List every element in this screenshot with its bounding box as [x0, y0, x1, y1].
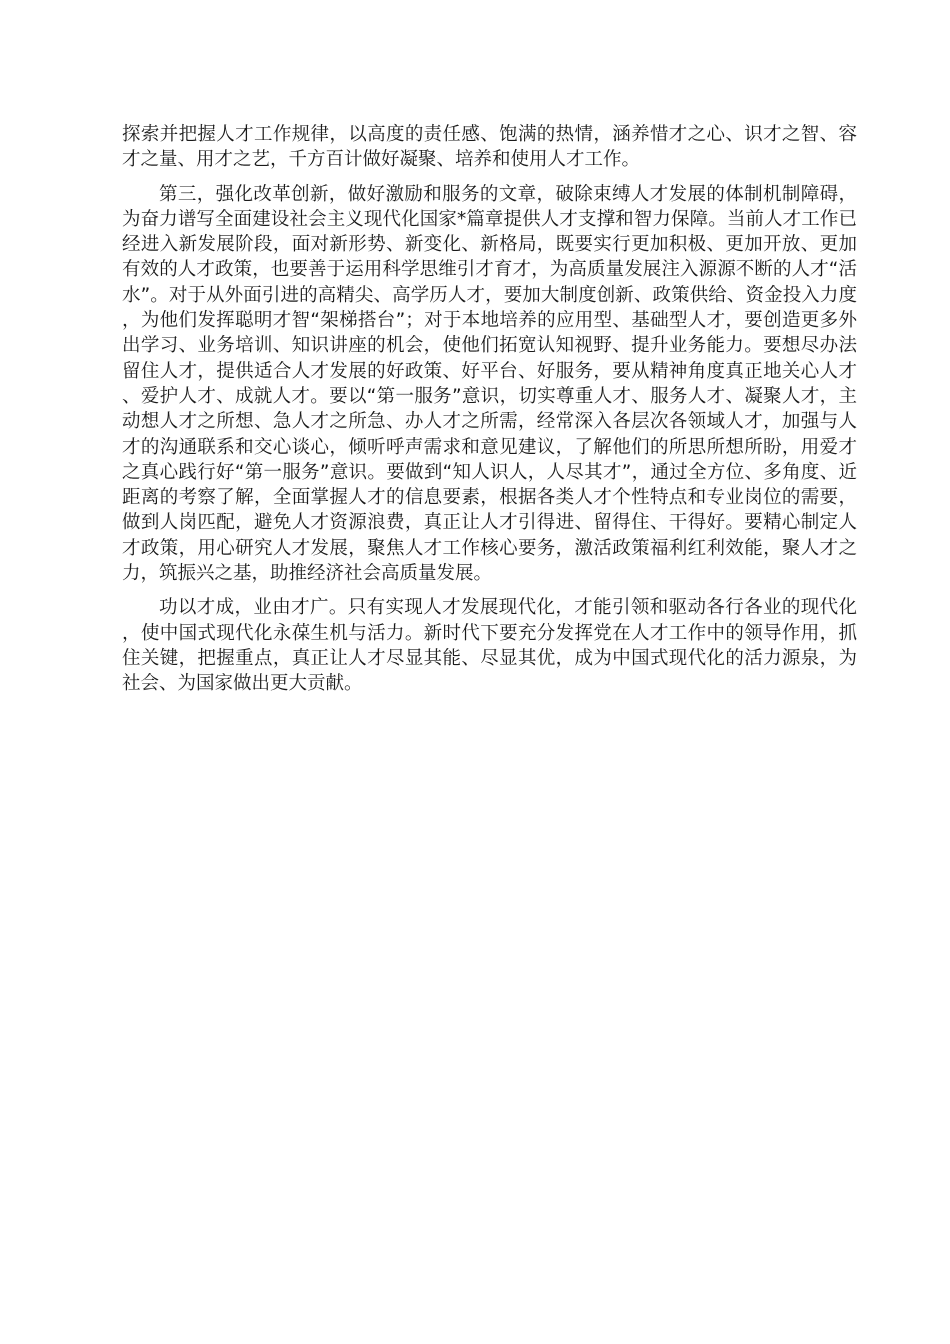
- document-body: [122, 122, 857, 706]
- paragraph-1: 探索并把握人才工作规律，以高度的责任感、饱满的热情，涵养惜才之心、识才之智、容才之量、用才之艺，千方百计做好凝聚、培养和使用人才工作。: [122, 124, 857, 171]
- paragraph-3: 功以才成，业由才广。只有实现人才发展现代化，才能引领和驱动各行各业的现代化，使中国式现代化永葆生机与活力。新时代下要充分发挥党在人才工作中的领导作用，抓住关键，把握重点，真正让人才尽显其能、尽显其优，成为中国式现代化的活力源泉，为社会、为国家做出更大贡献。: [122, 597, 857, 695]
- paragraph-2: 第三，强化改革创新，做好激励和服务的文章，破除束缚人才发展的体制机制障碍，为奋力谱写全面建设社会主义现代化国家*篇章提供人才支撑和智力保障。当前人才工作已经进入新发展阶段，面对新形势、新变化、新格局，既要实行更加积极、更加开放、更加有效的人才政策，也要善于运用科学思维引才育才，为高质量发展注入源源不断的人才“活水”。对于从外面引进的高精尖、高学历人才，要加大制度创新、政策供给、资金投入力度，为他们发挥聪明才智“架梯搭台”；对于本地培养的应用型、基础型人才，要创造更多外出学习、业务培训、知识讲座的机会，使他们拓宽认知视野、提升业务能力。要想尽办法留住人才，提供适合人才发展的好政策、好平台、好服务，要从精神角度真正地关心人才、爱护人才、成就人才。要以“第一服务”意识，切实尊重人才、服务人才、凝聚人才，主动想人才之所想、急人才之所急、办人才之所需，经常深入各层次各领域人才，加强与人才的沟通联系和交心谈心，倾听呼声需求和意见建议，了解他们的所思所想所盼，用爱才之真心践行好“第一服务”意识。要做到“知人识人，人尽其才”，通过全方位、多角度、近距离的考察了解，全面掌握人才的信息要素，根据各类人才个性特点和专业岗位的需要，做到人岗匹配，避免人才资源浪费，真正让人才引得进、留得住、干得好。要精心制定人才政策，用心研究人才发展，聚焦人才工作核心要务，激活政策福利红利效能，聚人才之力，筑振兴之基，助推经济社会高质量发展。: [122, 183, 857, 585]
